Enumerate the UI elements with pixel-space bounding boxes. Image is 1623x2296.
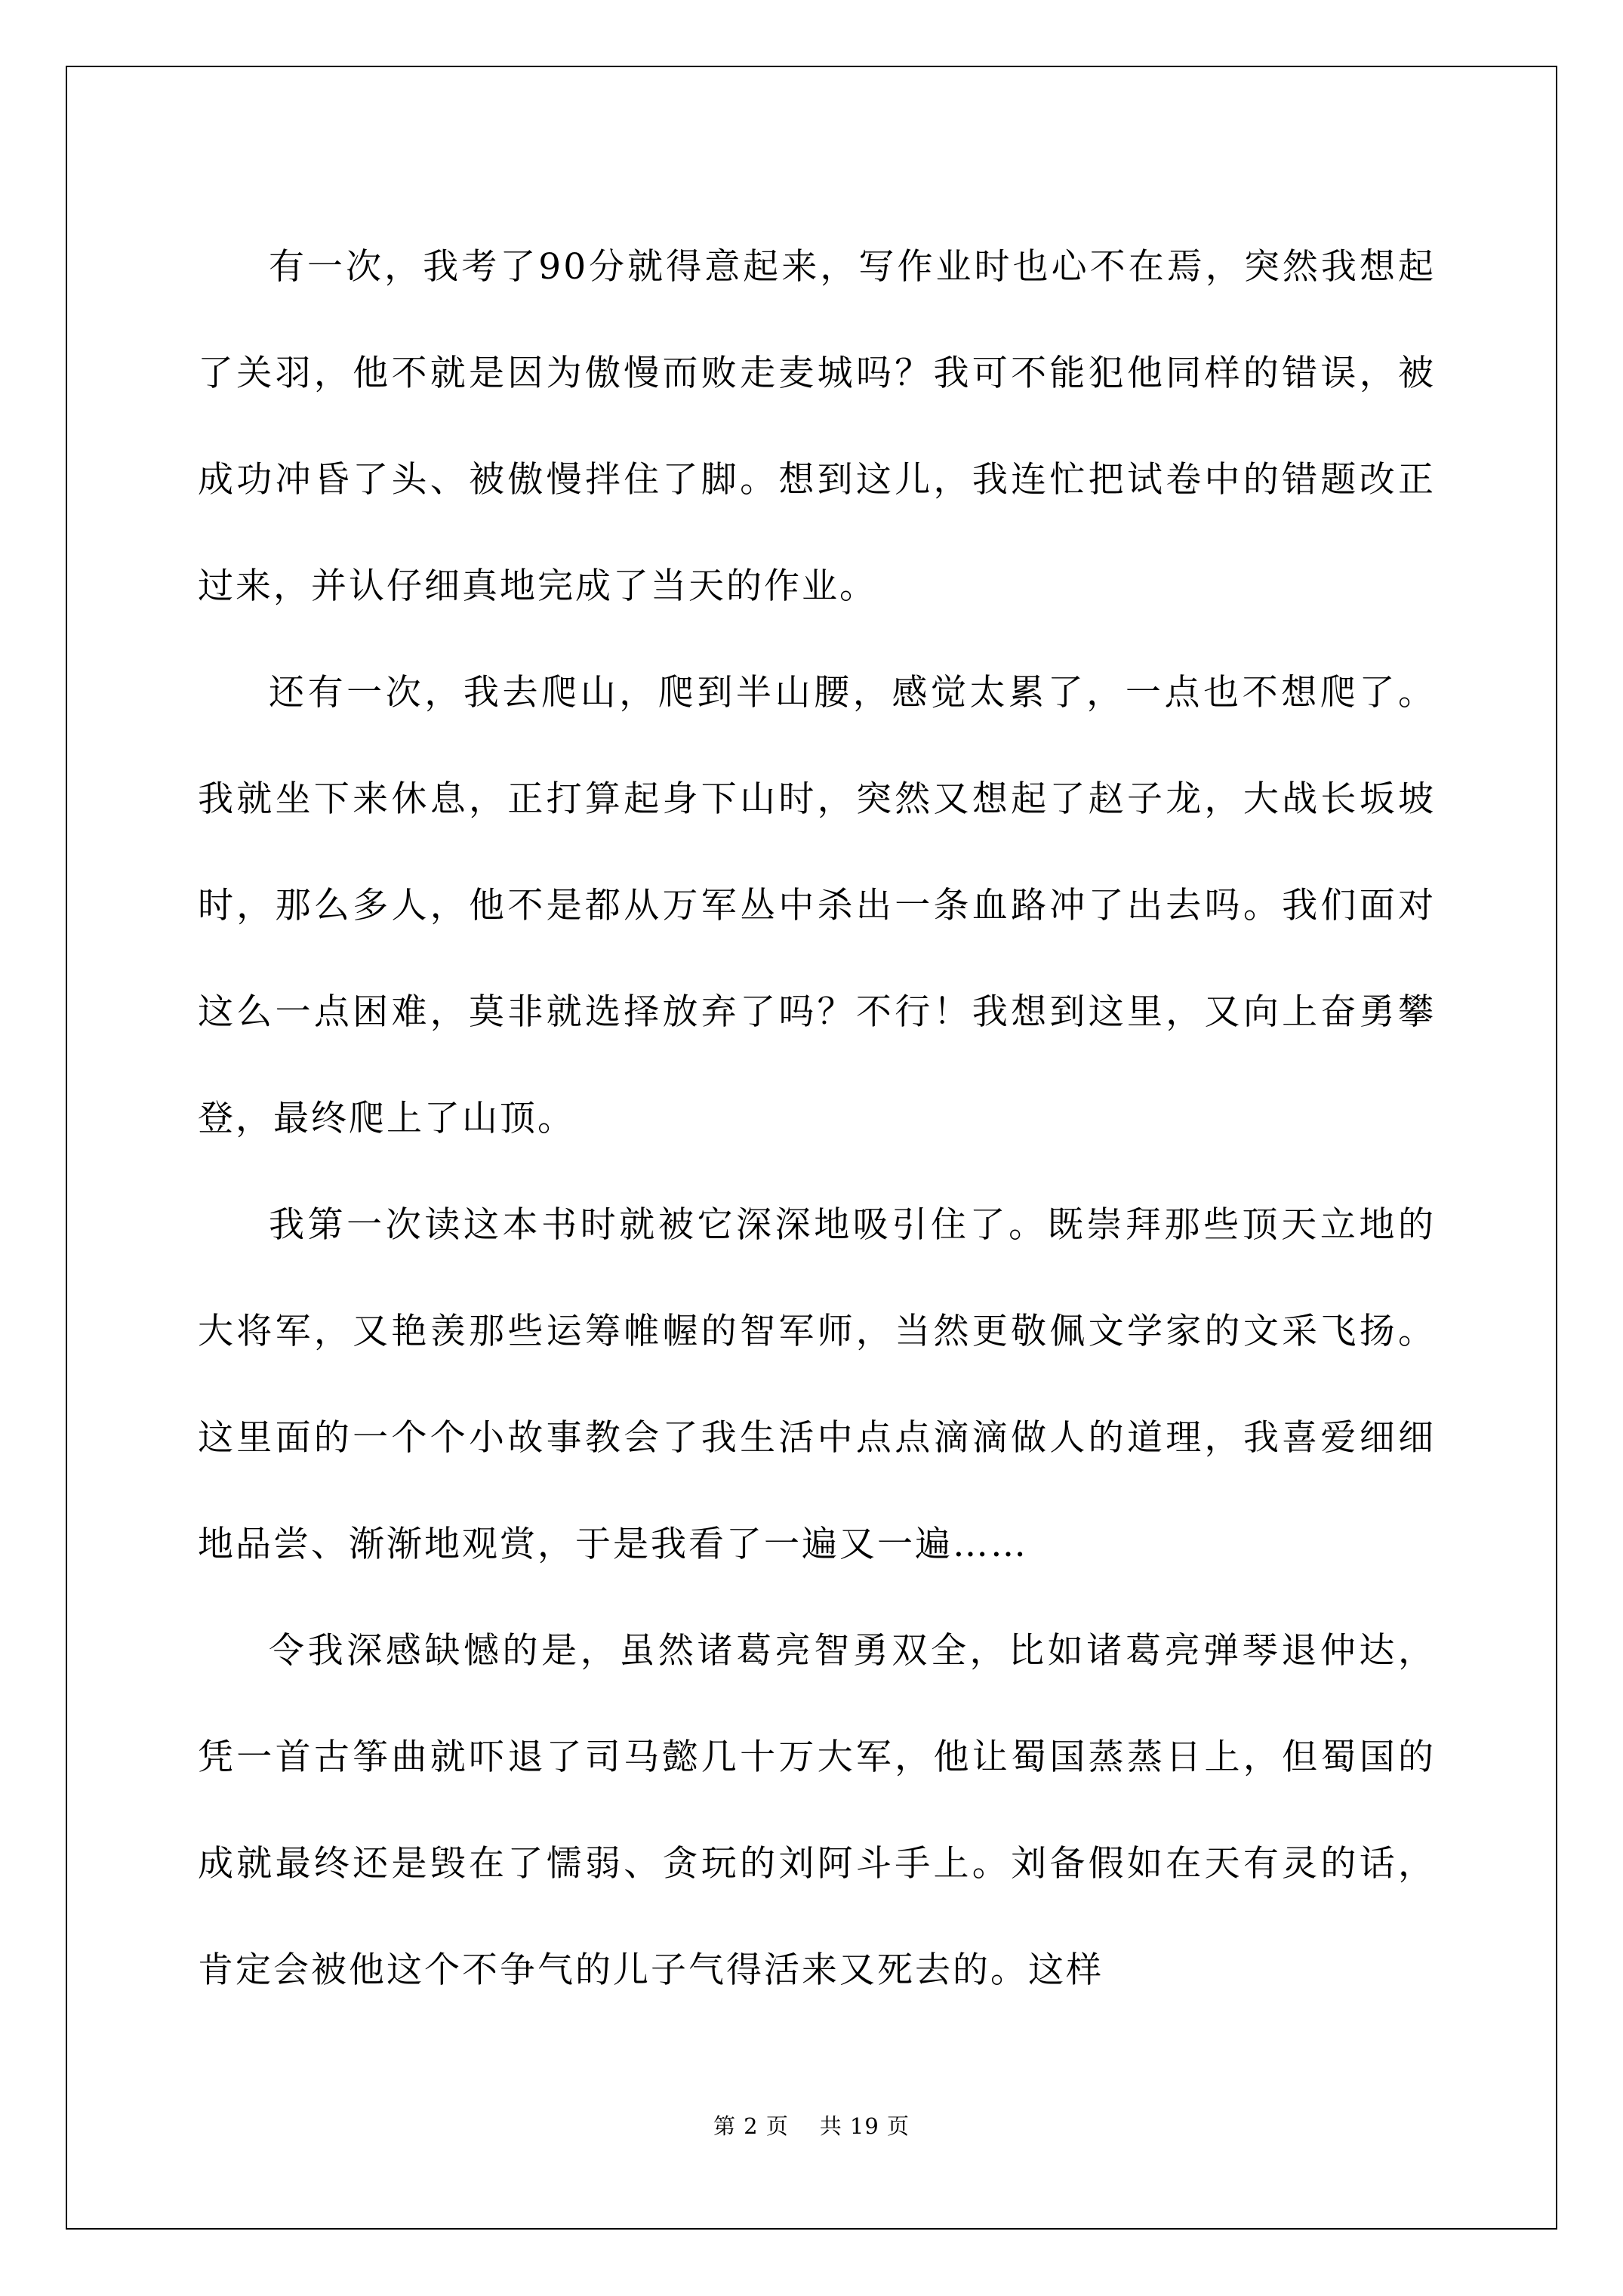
footer-separator	[789, 2113, 820, 2139]
paragraph: 还有一次，我去爬山，爬到半山腰，感觉太累了，一点也不想爬了。我就坐下来休息，正打算起身下山时，突然又想起了赵子龙，大战长坂坡时，那么多人，他不是都从万军丛中杀出一条血路冲了出去吗。我们面对这么一点困难，莫非就选择放弃了吗？不行！我想到这里，又向上奋勇攀登，最终爬上了山顶。	[198, 672, 1436, 1139]
page-number: 第 2 页	[713, 2113, 789, 2139]
page-footer	[0, 2111, 1623, 2141]
document-body	[198, 214, 1436, 2023]
paragraph: 我第一次读这本书时就被它深深地吸引住了。既崇拜那些顶天立地的大将军，又艳羡那些运筹帷幄的智军师，当然更敬佩文学家的文采飞扬。这里面的一个个小故事教会了我生活中点点滴滴做人的道理，我喜爱细细地品尝、渐渐地观赏，于是我看了一遍又一遍……	[198, 1204, 1436, 1565]
page-total: 共 19 页	[819, 2113, 910, 2139]
paragraph: 有一次，我考了90分就得意起来，写作业时也心不在焉，突然我想起了关羽，他不就是因为傲慢而败走麦城吗？我可不能犯他同样的错误，被成功冲昏了头、被傲慢拌住了脚。想到这儿，我连忙把试卷中的错题改正过来，并认仔细真地完成了当天的作业。	[198, 246, 1436, 607]
paragraph: 令我深感缺憾的是，虽然诸葛亮智勇双全，比如诸葛亮弹琴退仲达，凭一首古筝曲就吓退了司马懿几十万大军，他让蜀国蒸蒸日上，但蜀国的成就最终还是毁在了懦弱、贪玩的刘阿斗手上。刘备假如在天有灵的话，肯定会被他这个不争气的儿子气得活来又死去的。这样	[198, 1630, 1436, 1991]
